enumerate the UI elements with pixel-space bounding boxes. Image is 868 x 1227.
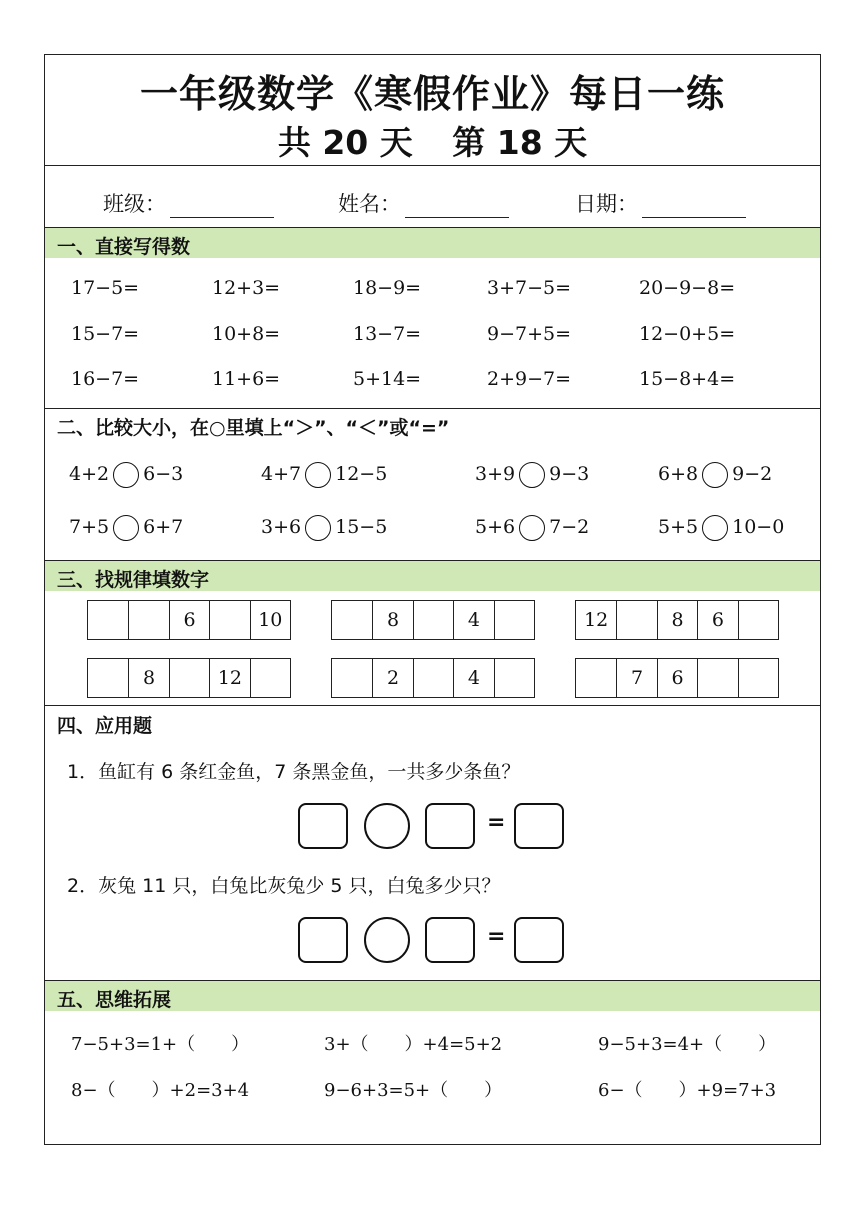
compare-circle[interactable]: [519, 462, 545, 488]
compare-circle[interactable]: [702, 515, 728, 541]
comparison-item: [658, 512, 784, 542]
arithmetic-problem: 3+7−5=: [487, 277, 572, 299]
arithmetic-problem: 17−5=: [71, 277, 140, 299]
sequence-cell[interactable]: [616, 601, 656, 639]
extension-problem: 8−（ ）+2=3+4: [71, 1080, 250, 1101]
comparison-item: [261, 459, 387, 489]
result-box[interactable]: [514, 917, 564, 963]
section3-title: 三、找规律填数字: [57, 569, 210, 591]
date-field: [575, 188, 746, 218]
sequence-cell[interactable]: [250, 659, 290, 697]
sequence-cell[interactable]: 7: [616, 659, 656, 697]
comparison-right: 12−5: [335, 463, 388, 485]
comparison-item: [261, 512, 387, 542]
compare-circle[interactable]: [305, 515, 331, 541]
total-days: 共 20 天: [277, 123, 413, 162]
section4-title: 四、应用题: [57, 715, 153, 737]
compare-circle[interactable]: [519, 515, 545, 541]
worksheet: [44, 54, 821, 1145]
sequence-cell[interactable]: 4: [453, 659, 493, 697]
comparison-right: 6+7: [143, 516, 184, 538]
arithmetic-problem: 13−7=: [353, 323, 422, 345]
sequence-cell[interactable]: [88, 601, 128, 639]
sequence-cell[interactable]: 6: [657, 659, 697, 697]
sequence-cell[interactable]: [413, 601, 453, 639]
compare-circle[interactable]: [305, 462, 331, 488]
sequence-cell[interactable]: [413, 659, 453, 697]
answer-box[interactable]: [425, 917, 475, 963]
number-sequence: [331, 658, 535, 698]
sequence-cell[interactable]: [494, 601, 534, 639]
comparison-right: 15−5: [335, 516, 388, 538]
extension-problem: 9−6+3=5+（ ）: [324, 1080, 503, 1101]
sequence-cell[interactable]: 4: [453, 601, 493, 639]
comparison-right: 9−2: [732, 463, 773, 485]
word-problem-1: 1．鱼缸有 6 条红金鱼，7 条黑金鱼，一共多少条鱼？: [67, 761, 521, 783]
divider: [45, 227, 820, 228]
comparison-item: [658, 459, 772, 489]
divider: [45, 705, 820, 706]
class-blank[interactable]: [170, 195, 274, 218]
answer-box[interactable]: [425, 803, 475, 849]
name-field: [338, 188, 509, 218]
divider: [45, 165, 820, 166]
number-sequence: [575, 600, 779, 640]
sequence-cell[interactable]: [209, 601, 249, 639]
sequence-cell[interactable]: [169, 659, 209, 697]
compare-circle[interactable]: [702, 462, 728, 488]
sequence-cell[interactable]: 12: [209, 659, 249, 697]
comparison-left: 7+5: [69, 516, 110, 538]
sequence-cell[interactable]: 2: [372, 659, 412, 697]
sequence-cell[interactable]: 8: [657, 601, 697, 639]
comparison-left: 3+9: [475, 463, 516, 485]
sequence-cell[interactable]: [332, 659, 372, 697]
name-blank[interactable]: [405, 195, 509, 218]
arithmetic-problem: 15−7=: [71, 323, 140, 345]
sequence-cell[interactable]: 8: [128, 659, 168, 697]
arithmetic-problem: 16−7=: [71, 368, 140, 390]
operator-circle[interactable]: [364, 917, 410, 963]
arithmetic-problem: 11+6=: [212, 368, 281, 390]
arithmetic-problem: 9−7+5=: [487, 323, 572, 345]
extension-problem: 6−（ ）+9=7+3: [598, 1080, 777, 1101]
comparison-left: 5+6: [475, 516, 516, 538]
arithmetic-problem: 2+9−7=: [487, 368, 572, 390]
extension-problem: 7−5+3=1+（ ）: [71, 1034, 250, 1055]
arithmetic-problem: 12+3=: [212, 277, 281, 299]
compare-circle[interactable]: [113, 515, 139, 541]
comparison-left: 4+7: [261, 463, 302, 485]
comparison-item: [69, 459, 183, 489]
comparison-right: 10−0: [732, 516, 785, 538]
sequence-cell[interactable]: 12: [584, 609, 609, 631]
divider: [45, 408, 820, 409]
arithmetic-problem: 15−8+4=: [639, 368, 736, 390]
equals-sign: =: [487, 810, 506, 835]
arithmetic-problem: 10+8=: [212, 323, 281, 345]
class-field: [103, 188, 274, 218]
number-sequence: [87, 658, 291, 698]
arithmetic-problem: 18−9=: [353, 277, 422, 299]
current-day: 第 18 天: [452, 123, 588, 162]
comparison-item: [69, 512, 183, 542]
divider: [45, 980, 820, 981]
date-label: 日期：: [575, 192, 638, 216]
result-box[interactable]: [514, 803, 564, 849]
name-label: 姓名：: [338, 192, 401, 216]
compare-circle[interactable]: [113, 462, 139, 488]
number-sequence: [87, 600, 291, 640]
sequence-cell[interactable]: [576, 659, 616, 697]
number-sequence: [331, 600, 535, 640]
worksheet-title: 一年级数学《寒假作业》每日一练: [139, 72, 725, 116]
word-problem-2: 2．灰兔 11 只，白兔比灰兔少 5 只，白兔多少只？: [67, 875, 501, 897]
arithmetic-problem: 20−9−8=: [639, 277, 736, 299]
sequence-cell[interactable]: 8: [372, 601, 412, 639]
sequence-cell[interactable]: [738, 659, 778, 697]
comparison-right: 9−3: [549, 463, 590, 485]
arithmetic-problem: 12−0+5=: [639, 323, 736, 345]
comparison-left: 5+5: [658, 516, 699, 538]
comparison-left: 4+2: [69, 463, 110, 485]
sequence-cell[interactable]: [332, 601, 372, 639]
comparison-right: 7−2: [549, 516, 590, 538]
sequence-cell[interactable]: [494, 659, 534, 697]
answer-box[interactable]: [298, 803, 348, 849]
extension-problem: 3+（ ）+4=5+2: [324, 1034, 503, 1055]
equals-sign: =: [487, 924, 506, 949]
day-counter: [45, 117, 820, 164]
extension-problem: 9−5+3=4+（ ）: [598, 1034, 777, 1055]
comparison-left: 6+8: [658, 463, 699, 485]
class-label: 班级：: [103, 192, 166, 216]
sequence-cell[interactable]: [738, 601, 778, 639]
arithmetic-problem: 5+14=: [353, 368, 422, 390]
sequence-cell[interactable]: [697, 659, 737, 697]
comparison-left: 3+6: [261, 516, 302, 538]
number-sequence: [575, 658, 779, 698]
section5-title: 五、思维拓展: [57, 989, 172, 1011]
sequence-cell[interactable]: [128, 601, 168, 639]
operator-circle[interactable]: [364, 803, 410, 849]
sequence-cell[interactable]: 10: [250, 601, 290, 639]
comparison-item: [475, 512, 589, 542]
section2-title: 二、比较大小，在○里填上“＞”、“＜”或“=”: [57, 417, 450, 439]
comparison-item: [475, 459, 589, 489]
date-blank[interactable]: [642, 195, 746, 218]
comparison-right: 6−3: [143, 463, 184, 485]
answer-box[interactable]: [298, 917, 348, 963]
sequence-cell[interactable]: 6: [697, 601, 737, 639]
section1-title: 一、直接写得数: [57, 236, 191, 258]
sequence-cell[interactable]: [88, 659, 128, 697]
sequence-cell[interactable]: 6: [169, 601, 209, 639]
